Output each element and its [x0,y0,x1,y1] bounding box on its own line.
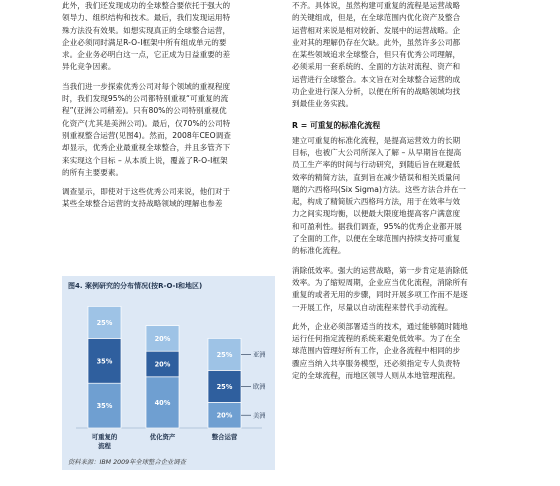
text-line: 的所有主要要素。 [62,167,124,177]
data-label: 20% [154,360,171,369]
text-line: 功企业进行深入分析，以便在所有的战略领域均找 [292,87,461,97]
text-line: 一开展工作，尽量以自动流程来替代手动流程。 [292,302,453,312]
text-line: 某些全球整合运营的支持战略领域的理解也参差 [62,199,223,209]
legend-label: 亚洲 [253,351,266,359]
stacked-bar-chart [62,276,275,470]
text-line: 业对其的理解仍存在欠缺。此外，虽然许多公司都 [292,37,461,47]
figure-title: 图4. 案例研究的分布情况(按R-O-I和地区) [68,282,203,290]
text-line: 效率。为了缩短周期，企业应当优化流程，消除所有 [292,277,468,287]
text-line: 消除低效率。强大的运营战略，第一步肯定是消除低 [292,265,468,275]
text-line: 殊方法没有效果。如想实现真正的全球整合运营， [62,25,231,35]
text-line: 员工生产率的时间与行动研究，到随后旨在规避低 [292,160,461,170]
text-line: 时，我们发现95%的公司都特别重视“可重复的流 [62,94,229,104]
right-para-3 [292,265,510,314]
section-heading: R = 可重复的标准化流程 [292,120,381,130]
text-line: 当我们进一步探索优秀公司对每个领域的重视程度 [62,81,231,91]
text-line: 此外，企业必须部署适当的技术，通过能够随时随地 [292,321,468,331]
text-line: 球范围内管理好所有工作，企业各流程中相同的步 [292,346,461,356]
text-line: 运行任何指定流程的系统来避免低效率。为了在全 [292,334,461,344]
category-label: 可重复的 [91,433,118,441]
text-line: 和可盈利性。据我们调查，95%的优秀企业都开展 [292,221,462,231]
data-label: 35% [96,357,113,366]
text-line: 调查显示，即使对于这些优秀公司来说，他们对于 [62,187,231,197]
legend-label: 美洲 [253,412,266,420]
data-label: 40% [154,398,171,407]
text-line: 求。企业务必明白这一点，它正成为日益重要的差 [62,50,231,60]
text-line: 起，构成了精简版六西格玛方法，用于在效率与效 [292,197,461,207]
text-line: 别重视整合运营(见图4)。然而，2008年CEO调查 [62,130,231,140]
text-line: 的关键组成，但是，在全球范围内优化资产及整合 [292,13,461,23]
left-para-2 [62,81,280,179]
text-line: 企业必须同时满足R-O-I框架中所有组成单元的要 [62,37,227,47]
category-label: 整合运营 [211,433,238,441]
text-line: 建立可重复的标准化流程，是提高运营效力的长期 [292,135,461,145]
left-para-3 [62,186,280,211]
text-line: 重复的或者无用的步骤，同时开展多项工作而不是逐 [292,290,468,300]
text-line: 不齐。具体说，虽然构建可重复的流程是运营战略 [292,1,461,10]
legend-label: 欧洲 [253,383,266,391]
text-line: 却显示，优秀企业最重视全球整合，并且多管齐下 [62,143,231,153]
right-column [292,0,510,382]
text-line: 此外，我们还发现成功的全球整合要依托于强大的 [62,1,231,10]
text-line: 目标，也被广大公司所深入了解 – 从早期旨在提高 [292,147,462,157]
left-para-1 [62,0,280,74]
text-line: 异化竞争因素。 [62,62,116,72]
text-line: 程”(亚洲公司稍差)。只有80%的公司特别重视优 [62,106,227,116]
left-column [62,0,280,211]
data-label: 25% [216,382,233,391]
text-line: 化资产(尤其是美洲公司)。最后，仅70%的公司特 [62,118,231,128]
category-label: 流程 [98,442,111,450]
right-para-4 [292,321,510,382]
data-label: 25% [96,318,113,327]
category-label: 优化资产 [149,433,176,441]
figure-4 [62,276,275,470]
text-line: 题的六西格玛(Six Sigma)方法。这些方法合并在一 [292,184,467,194]
text-line: 到最佳业务实践。 [292,99,354,109]
text-line: 领导力、组织结构和技术。最后，我们发现运用特 [62,13,231,23]
text-line: 骤应当纳入共享服务模型，还必须指定专人负责特 [292,358,461,368]
text-line: 的标准化流程。 [292,246,346,256]
data-label: 35% [96,402,113,411]
text-line: 效率的精简方法，直到旨在减少错误和相关质量问 [292,172,461,182]
text-line: 定的全球流程，而地区领导人则从本地管理流程。 [292,371,461,381]
right-para-2 [292,135,510,258]
right-para-1 [292,0,510,111]
figure-source: 资料来源：IBM 2009年全球整合企业调查 [68,459,186,466]
text-line: 来实现这个目标 – 从本质上说，覆盖了R-O-I框架 [62,155,228,165]
text-line: 力之间实现均衡，以便最大限度地提高客户满意度 [292,209,461,219]
text-line: 运营相对来说是相对较新、发展中的运营战略。企 [292,25,461,35]
data-label: 25% [216,350,233,359]
text-line: 在某些领域追求全球整合，但只有优秀公司理解， [292,50,461,60]
data-label: 20% [216,411,233,420]
text-line: 必须采用一套系统的、全面的方法对流程、资产和 [292,62,461,72]
text-line: 了全面的工作，以便在全球范围内持续支持可重复 [292,234,461,244]
text-line: 运营进行全球整合。本文旨在对全球整合运营的成 [292,74,461,84]
data-label: 20% [154,334,171,343]
